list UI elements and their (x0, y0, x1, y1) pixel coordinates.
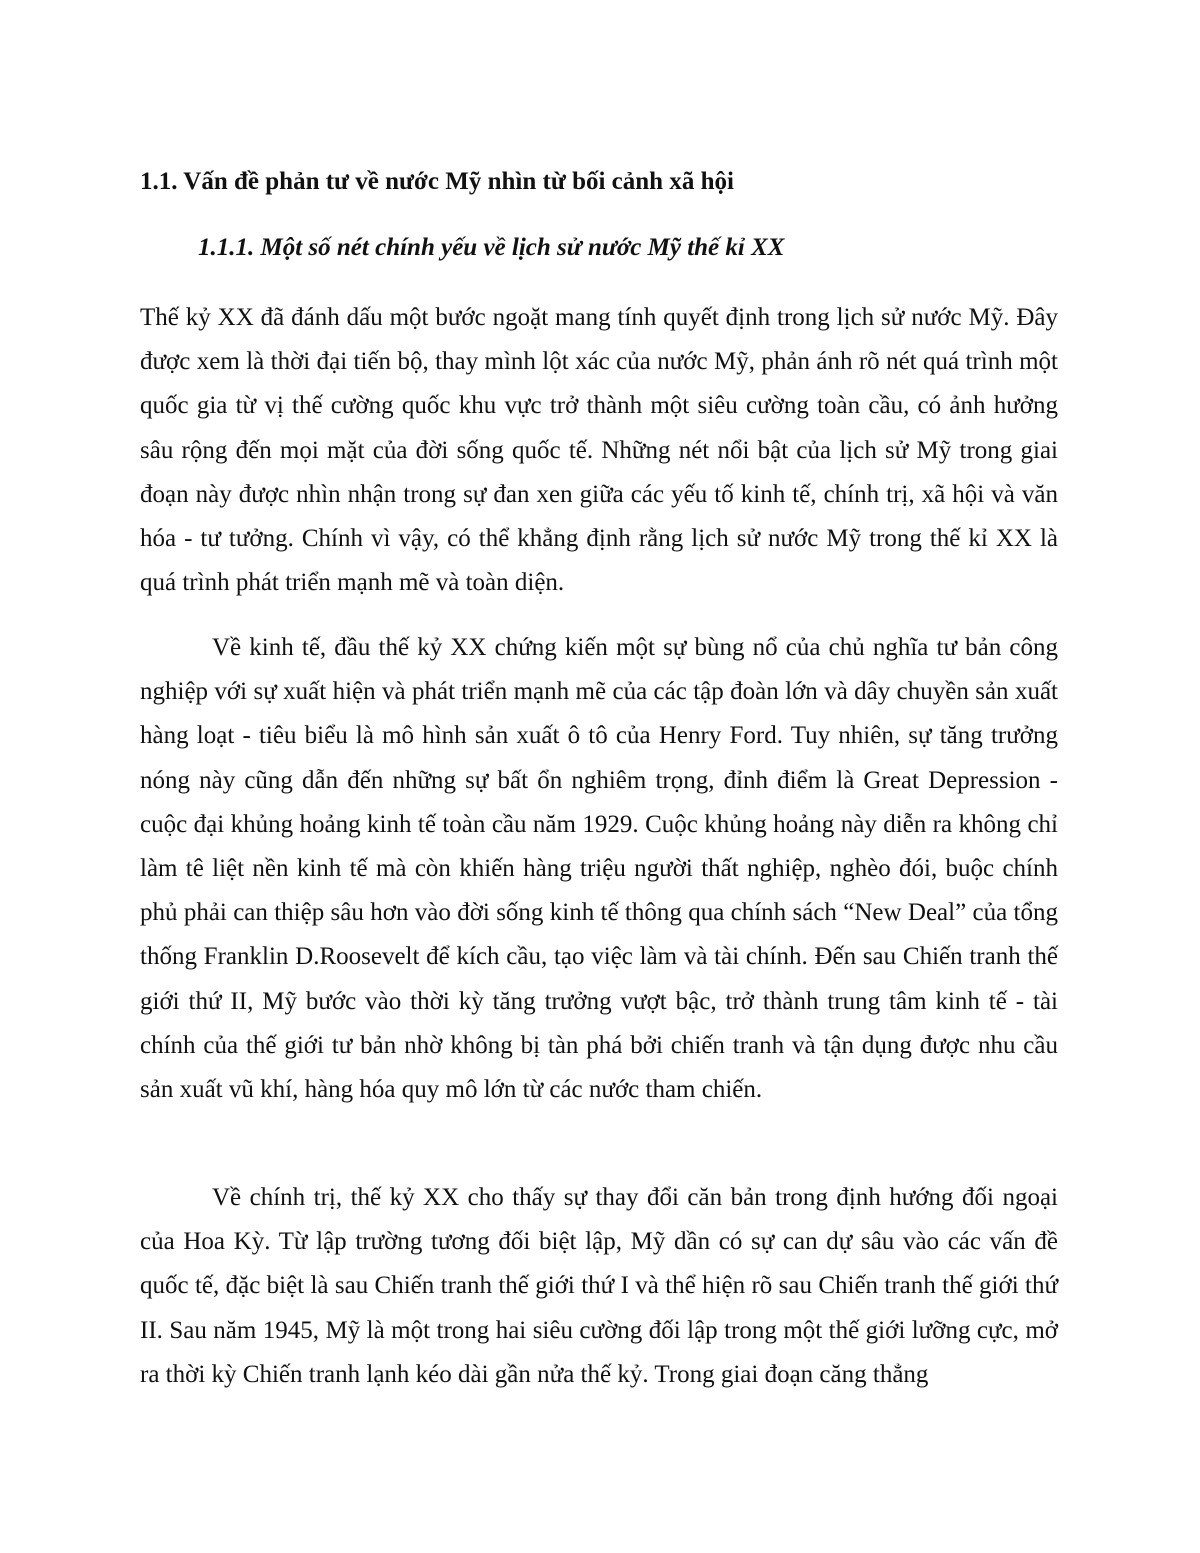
paragraph-intro: Thế kỷ XX đã đánh dấu một bước ngoặt mang tính quyết định trong lịch sử nước Mỹ. Đây được xem là thời đại tiến bộ, thay mình lột xác của nước Mỹ, phản ánh rõ nét quá trình một quốc gia từ vị thế cường quốc khu vực trở thành một siêu cường toàn cầu, có ảnh hưởng sâu rộng đến mọi mặt của đời sống quốc tế. Những nét nổi bật của lịch sử Mỹ trong giai đoạn này được nhìn nhận trong sự đan xen giữa các yếu tố kinh tế, chính trị, xã hội và văn hóa - tư tưởng. Chính vì vậy, có thể khẳng định rằng lịch sử nước Mỹ trong thế kỉ XX là quá trình phát triển mạnh mẽ và toàn diện. (140, 304, 1058, 597)
subsection-heading: 1.1.1. Một số nét chính yếu về lịch sử nước Mỹ thế kỉ XX (198, 234, 785, 261)
section-heading: 1.1. Vấn đề phản tư về nước Mỹ nhìn từ bối cảnh xã hội (140, 168, 734, 195)
paragraph-politics: Về chính trị, thế kỷ XX cho thấy sự thay đổi căn bản trong định hướng đối ngoại của Hoa Kỳ. Từ lập trường tương đối biệt lập, Mỹ dần có sự can dự sâu vào các vấn đề quốc tế, đặc biệt là sau Chiến tranh thế giới thứ I và thể hiện rõ sau Chiến tranh thế giới thứ II. Sau năm 1945, Mỹ là một trong hai siêu cường đối lập trong một thế giới lưỡng cực, mở ra thời kỳ Chiến tranh lạnh kéo dài gần nửa thế kỷ. Trong giai đoạn căng thẳng (140, 1184, 1058, 1388)
paragraph-economy: Về kinh tế, đầu thế kỷ XX chứng kiến một sự bùng nổ của chủ nghĩa tư bản công nghiệp với sự xuất hiện và phát triển mạnh mẽ của các tập đoàn lớn và dây chuyền sản xuất hàng loạt - tiêu biểu là mô hình sản xuất ô tô của Henry Ford. Tuy nhiên, sự tăng trưởng nóng này cũng dẫn đến những sự bất ổn nghiêm trọng, đỉnh điểm là Great Depression - cuộc đại khủng hoảng kinh tế toàn cầu năm 1929. Cuộc khủng hoảng này diễn ra không chỉ làm tê liệt nền kinh tế mà còn khiến hàng triệu người thất nghiệp, nghèo đói, buộc chính phủ phải can thiệp sâu hơn vào đời sống kinh tế thông qua chính sách “New Deal” của tổng thống Franklin D.Roosevelt để kích cầu, tạo việc làm và tài chính. Đến sau Chiến tranh thế giới thứ II, Mỹ bước vào thời kỳ tăng trưởng vượt bậc, trở thành trung tâm kinh tế - tài chính của thế giới tư bản nhờ không bị tàn phá bởi chiến tranh và tận dụng được nhu cầu sản xuất vũ khí, hàng hóa quy mô lớn từ các nước tham chiến. (140, 634, 1058, 1104)
